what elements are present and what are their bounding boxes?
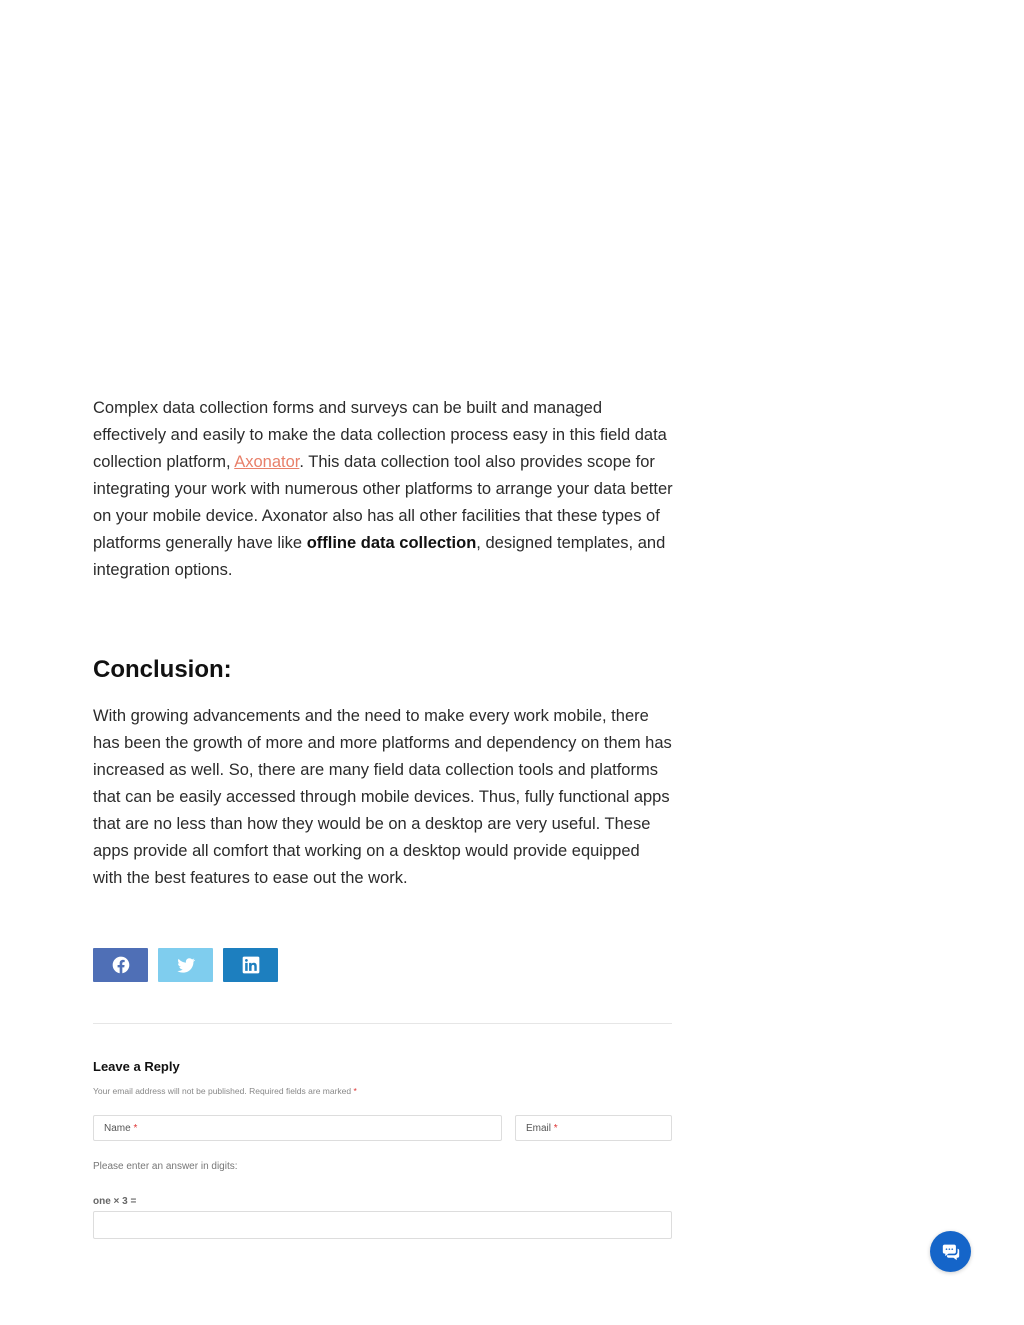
share-buttons bbox=[93, 948, 278, 982]
name-placeholder: Name bbox=[104, 1122, 131, 1134]
required-mark: * bbox=[353, 1086, 357, 1096]
conclusion-heading: Conclusion: bbox=[93, 656, 232, 683]
twitter-share-button[interactable] bbox=[158, 948, 213, 982]
name-field[interactable] bbox=[93, 1115, 502, 1141]
paragraph-text: , designed templates, and integration options. bbox=[93, 534, 666, 579]
paragraph-text: . This data collection tool also provides scope for integrating your work with numerous other platforms to arrange your data better on your mobile device. Axonator also has all other facilities that these types of platforms generally have like bbox=[93, 453, 673, 552]
email-field[interactable] bbox=[515, 1115, 672, 1141]
chat-button[interactable] bbox=[930, 1231, 971, 1272]
divider bbox=[93, 1023, 672, 1024]
bold-text: offline data collection bbox=[306, 534, 477, 552]
reply-heading: Leave a Reply bbox=[93, 1059, 180, 1074]
required-mark: * bbox=[133, 1122, 138, 1134]
reply-note-text: Your email address will not be published. Required fields are marked bbox=[93, 1086, 352, 1096]
axonator-link[interactable]: Axonator bbox=[234, 453, 300, 471]
linkedin-icon bbox=[241, 955, 261, 975]
chat-icon bbox=[941, 1243, 961, 1261]
required-mark: * bbox=[553, 1122, 558, 1134]
linkedin-share-button[interactable] bbox=[223, 948, 278, 982]
paragraph-text: Complex data collection forms and surveys can be built and managed effectively and easily to make the data collection process easy in this field data collection platform, bbox=[93, 399, 667, 471]
article-paragraph bbox=[93, 395, 673, 584]
captcha-input[interactable] bbox=[93, 1211, 672, 1239]
facebook-icon bbox=[111, 955, 131, 975]
facebook-share-button[interactable] bbox=[93, 948, 148, 982]
captcha-instruction: Please enter an answer in digits: bbox=[93, 1161, 238, 1172]
conclusion-paragraph: With growing advancements and the need to make every work mobile, there has been the growth of more and more platforms and dependency on them has increased as well. So, there are many field data collection tools and platforms that can be easily accessed through mobile devices. Thus, fully functional apps that are no less than how they would be on a desktop are very useful. These apps provide all comfort that working on a desktop would provide equipped with the best features to ease out the work. bbox=[93, 707, 672, 887]
email-placeholder: Email bbox=[526, 1122, 552, 1134]
conclusion-body bbox=[93, 703, 673, 892]
article-body bbox=[93, 395, 673, 584]
captcha-question: one × 3 = bbox=[93, 1196, 137, 1207]
reply-note bbox=[93, 1086, 357, 1096]
twitter-icon bbox=[176, 955, 196, 975]
